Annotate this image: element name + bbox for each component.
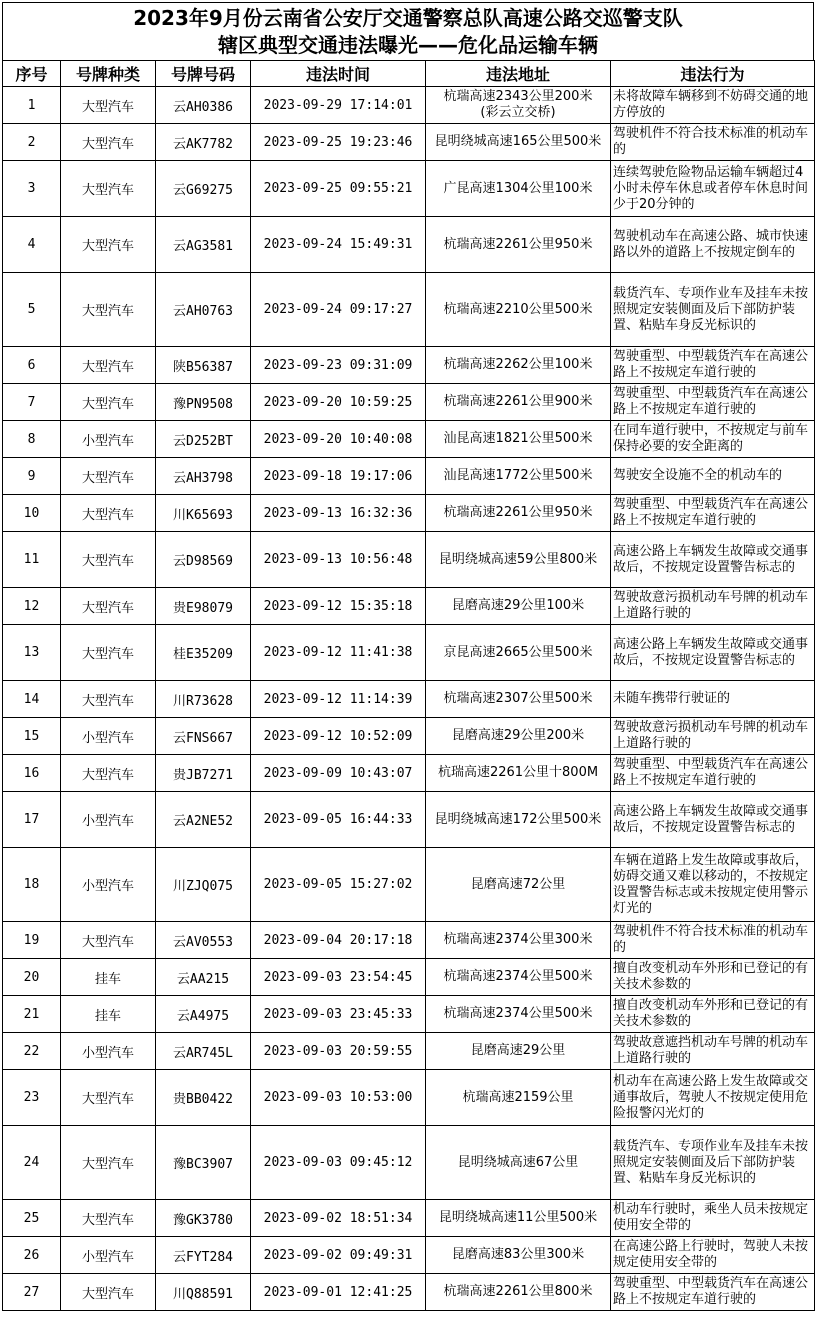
cell-violation-address: 昆磨高速29公里 xyxy=(426,1033,611,1070)
cell-index: 27 xyxy=(3,1274,61,1311)
cell-violation-time: 2023-09-13 10:56:48 xyxy=(251,532,426,588)
cell-violation-address: 杭瑞高速2261公里800米 xyxy=(426,1274,611,1311)
cell-violation-behavior: 驾驶故意污损机动车号牌的机动车上道路行驶的 xyxy=(611,588,815,625)
cell-plate-number: 云AH3798 xyxy=(156,458,251,495)
cell-violation-behavior: 擅自改变机动车外形和已登记的有关技术参数的 xyxy=(611,996,815,1033)
cell-violation-address: 昆明绕城高速165公里500米 xyxy=(426,124,611,161)
cell-violation-time: 2023-09-12 10:52:09 xyxy=(251,718,426,755)
cell-violation-time: 2023-09-03 23:54:45 xyxy=(251,959,426,996)
cell-violation-address: 昆磨高速29公里200米 xyxy=(426,718,611,755)
cell-plate-type: 大型汽车 xyxy=(61,124,156,161)
table-row xyxy=(3,1274,815,1311)
table-row xyxy=(3,959,815,996)
cell-violation-address: 杭瑞高速2374公里300米 xyxy=(426,922,611,959)
table-row xyxy=(3,384,815,421)
cell-plate-type: 挂车 xyxy=(61,996,156,1033)
cell-index: 4 xyxy=(3,217,61,273)
cell-violation-address: 昆明绕城高速11公里500米 xyxy=(426,1200,611,1237)
cell-violation-behavior: 驾驶机动车在高速公路、城市快速路以外的道路上不按规定倒车的 xyxy=(611,217,815,273)
cell-violation-address: 杭瑞高速2261公里950米 xyxy=(426,217,611,273)
cell-index: 12 xyxy=(3,588,61,625)
cell-violation-address: 杭瑞高速2307公里500米 xyxy=(426,681,611,718)
cell-plate-number: 云A4975 xyxy=(156,996,251,1033)
cell-index: 24 xyxy=(3,1126,61,1200)
cell-violation-behavior: 机动车在高速公路上发生故障或交通事故后，驾驶人不按规定使用危险报警闪光灯的 xyxy=(611,1070,815,1126)
title-line-2: 辖区典型交通违法曝光——危化品运输车辆 xyxy=(218,32,598,57)
cell-violation-address: 京昆高速2665公里500米 xyxy=(426,625,611,681)
cell-violation-time: 2023-09-02 18:51:34 xyxy=(251,1200,426,1237)
table-row xyxy=(3,458,815,495)
cell-violation-behavior: 在同车道行驶中，不按规定与前车保持必要的安全距离的 xyxy=(611,421,815,458)
cell-violation-behavior: 驾驶机件不符合技术标准的机动车的 xyxy=(611,922,815,959)
table-row xyxy=(3,1033,815,1070)
cell-index: 22 xyxy=(3,1033,61,1070)
cell-index: 13 xyxy=(3,625,61,681)
table-row xyxy=(3,347,815,384)
header-plate-number: 号牌号码 xyxy=(156,61,251,87)
cell-violation-time: 2023-09-12 11:14:39 xyxy=(251,681,426,718)
cell-plate-number: 云D98569 xyxy=(156,532,251,588)
cell-violation-behavior: 载货汽车、专项作业车及挂车未按照规定安装侧面及后下部防护装置、粘贴车身反光标识的 xyxy=(611,1126,815,1200)
cell-violation-behavior: 未将故障车辆移到不妨碍交通的地方停放的 xyxy=(611,87,815,124)
cell-violation-time: 2023-09-05 16:44:33 xyxy=(251,792,426,848)
cell-plate-number: 桂E35209 xyxy=(156,625,251,681)
cell-violation-time: 2023-09-03 23:45:33 xyxy=(251,996,426,1033)
cell-index: 2 xyxy=(3,124,61,161)
table-row xyxy=(3,681,815,718)
header-plate-type: 号牌种类 xyxy=(61,61,156,87)
cell-index: 16 xyxy=(3,755,61,792)
cell-violation-time: 2023-09-25 19:23:46 xyxy=(251,124,426,161)
cell-violation-behavior: 驾驶安全设施不全的机动车的 xyxy=(611,458,815,495)
cell-plate-type: 小型汽车 xyxy=(61,848,156,922)
cell-violation-address: 杭瑞高速2261公里950米 xyxy=(426,495,611,532)
cell-plate-type: 大型汽车 xyxy=(61,755,156,792)
cell-violation-behavior: 擅自改变机动车外形和已登记的有关技术参数的 xyxy=(611,959,815,996)
cell-plate-number: 豫BC3907 xyxy=(156,1126,251,1200)
cell-violation-address: 昆明绕城高速67公里 xyxy=(426,1126,611,1200)
cell-violation-behavior: 未随车携带行驶证的 xyxy=(611,681,815,718)
cell-violation-behavior: 驾驶故意遮挡机动车号牌的机动车上道路行驶的 xyxy=(611,1033,815,1070)
cell-plate-type: 大型汽车 xyxy=(61,1070,156,1126)
cell-violation-address: 杭瑞高速2262公里100米 xyxy=(426,347,611,384)
table-row xyxy=(3,996,815,1033)
cell-plate-type: 小型汽车 xyxy=(61,421,156,458)
cell-index: 1 xyxy=(3,87,61,124)
cell-violation-time: 2023-09-20 10:40:08 xyxy=(251,421,426,458)
cell-violation-behavior: 驾驶机件不符合技术标准的机动车的 xyxy=(611,124,815,161)
cell-index: 10 xyxy=(3,495,61,532)
cell-index: 15 xyxy=(3,718,61,755)
cell-index: 3 xyxy=(3,161,61,217)
cell-plate-type: 大型汽车 xyxy=(61,588,156,625)
cell-plate-type: 小型汽车 xyxy=(61,1033,156,1070)
cell-violation-behavior: 驾驶重型、中型载货汽车在高速公路上不按规定车道行驶的 xyxy=(611,384,815,421)
cell-violation-address: 杭瑞高速2159公里 xyxy=(426,1070,611,1126)
table-row xyxy=(3,273,815,347)
cell-plate-type: 大型汽车 xyxy=(61,273,156,347)
cell-plate-number: 云AH0763 xyxy=(156,273,251,347)
cell-violation-time: 2023-09-04 20:17:18 xyxy=(251,922,426,959)
table-body xyxy=(3,87,815,1311)
cell-violation-time: 2023-09-20 10:59:25 xyxy=(251,384,426,421)
cell-index: 23 xyxy=(3,1070,61,1126)
cell-violation-behavior: 载货汽车、专项作业车及挂车未按照规定安装侧面及后下部防护装置、粘贴车身反光标识的 xyxy=(611,273,815,347)
cell-plate-number: 豫GK3780 xyxy=(156,1200,251,1237)
cell-violation-time: 2023-09-12 15:35:18 xyxy=(251,588,426,625)
cell-violation-behavior: 驾驶重型、中型载货汽车在高速公路上不按规定车道行驶的 xyxy=(611,755,815,792)
cell-plate-number: 豫PN9508 xyxy=(156,384,251,421)
table-row xyxy=(3,87,815,124)
cell-violation-time: 2023-09-12 11:41:38 xyxy=(251,625,426,681)
cell-plate-number: 贵BB0422 xyxy=(156,1070,251,1126)
cell-index: 6 xyxy=(3,347,61,384)
cell-violation-behavior: 高速公路上车辆发生故障或交通事故后，不按规定设置警告标志的 xyxy=(611,792,815,848)
cell-plate-type: 大型汽车 xyxy=(61,217,156,273)
cell-violation-behavior: 连续驾驶危险物品运输车辆超过4小时未停车休息或者停车休息时间少于20分钟的 xyxy=(611,161,815,217)
cell-plate-number: 贵JB7271 xyxy=(156,755,251,792)
table-row xyxy=(3,161,815,217)
cell-plate-type: 大型汽车 xyxy=(61,1126,156,1200)
header-index: 序号 xyxy=(3,61,61,87)
cell-index: 25 xyxy=(3,1200,61,1237)
cell-plate-type: 小型汽车 xyxy=(61,792,156,848)
cell-plate-type: 大型汽车 xyxy=(61,161,156,217)
cell-violation-behavior: 高速公路上车辆发生故障或交通事故后，不按规定设置警告标志的 xyxy=(611,625,815,681)
cell-plate-number: 云G69275 xyxy=(156,161,251,217)
cell-plate-type: 大型汽车 xyxy=(61,532,156,588)
cell-plate-number: 云D252BT xyxy=(156,421,251,458)
table-row xyxy=(3,588,815,625)
cell-index: 20 xyxy=(3,959,61,996)
table-row xyxy=(3,421,815,458)
table-header-row xyxy=(3,61,815,87)
cell-violation-time: 2023-09-05 15:27:02 xyxy=(251,848,426,922)
cell-violation-time: 2023-09-29 17:14:01 xyxy=(251,87,426,124)
cell-violation-time: 2023-09-18 19:17:06 xyxy=(251,458,426,495)
cell-violation-time: 2023-09-24 09:17:27 xyxy=(251,273,426,347)
cell-index: 7 xyxy=(3,384,61,421)
table-row xyxy=(3,1200,815,1237)
cell-index: 11 xyxy=(3,532,61,588)
table-row xyxy=(3,1237,815,1274)
cell-plate-type: 大型汽车 xyxy=(61,681,156,718)
cell-violation-address: 昆磨高速72公里 xyxy=(426,848,611,922)
cell-plate-number: 贵E98079 xyxy=(156,588,251,625)
cell-index: 18 xyxy=(3,848,61,922)
cell-plate-type: 大型汽车 xyxy=(61,922,156,959)
header-violation-behavior: 违法行为 xyxy=(611,61,815,87)
cell-violation-behavior: 驾驶重型、中型载货汽车在高速公路上不按规定车道行驶的 xyxy=(611,495,815,532)
table-row xyxy=(3,217,815,273)
cell-violation-time: 2023-09-24 15:49:31 xyxy=(251,217,426,273)
cell-plate-type: 小型汽车 xyxy=(61,718,156,755)
cell-violation-time: 2023-09-02 09:49:31 xyxy=(251,1237,426,1274)
cell-violation-address: 杭瑞高速2343公里200米 (彩云立交桥) xyxy=(426,87,611,124)
cell-plate-number: 云FYT284 xyxy=(156,1237,251,1274)
table-row xyxy=(3,922,815,959)
cell-plate-type: 小型汽车 xyxy=(61,1237,156,1274)
cell-violation-time: 2023-09-03 09:45:12 xyxy=(251,1126,426,1200)
cell-violation-time: 2023-09-09 10:43:07 xyxy=(251,755,426,792)
table-row xyxy=(3,495,815,532)
cell-violation-address: 昆磨高速29公里100米 xyxy=(426,588,611,625)
cell-plate-type: 大型汽车 xyxy=(61,384,156,421)
cell-violation-time: 2023-09-13 16:32:36 xyxy=(251,495,426,532)
table-row xyxy=(3,848,815,922)
cell-violation-time: 2023-09-01 12:41:25 xyxy=(251,1274,426,1311)
cell-violation-time: 2023-09-23 09:31:09 xyxy=(251,347,426,384)
table-row xyxy=(3,755,815,792)
document-title xyxy=(2,2,814,61)
cell-plate-number: 云AH0386 xyxy=(156,87,251,124)
cell-plate-type: 大型汽车 xyxy=(61,87,156,124)
cell-violation-address: 广昆高速1304公里100米 xyxy=(426,161,611,217)
table-row xyxy=(3,532,815,588)
table-row xyxy=(3,124,815,161)
cell-plate-number: 云AK7782 xyxy=(156,124,251,161)
cell-plate-type: 挂车 xyxy=(61,959,156,996)
table-row xyxy=(3,625,815,681)
violations-table xyxy=(2,60,815,1311)
cell-index: 19 xyxy=(3,922,61,959)
cell-violation-address: 昆明绕城高速172公里500米 xyxy=(426,792,611,848)
cell-plate-number: 川R73628 xyxy=(156,681,251,718)
cell-violation-address: 杭瑞高速2374公里500米 xyxy=(426,959,611,996)
cell-plate-number: 川ZJQ075 xyxy=(156,848,251,922)
header-violation-time: 违法时间 xyxy=(251,61,426,87)
cell-plate-type: 大型汽车 xyxy=(61,347,156,384)
cell-index: 5 xyxy=(3,273,61,347)
cell-violation-behavior: 机动车行驶时，乘坐人员未按规定使用安全带的 xyxy=(611,1200,815,1237)
cell-violation-time: 2023-09-03 10:53:00 xyxy=(251,1070,426,1126)
cell-plate-type: 大型汽车 xyxy=(61,1274,156,1311)
cell-plate-number: 云AA215 xyxy=(156,959,251,996)
cell-plate-number: 云FNS667 xyxy=(156,718,251,755)
cell-violation-address: 杭瑞高速2374公里500米 xyxy=(426,996,611,1033)
cell-violation-address: 杭瑞高速2261公里十800M xyxy=(426,755,611,792)
cell-violation-address: 昆磨高速83公里300米 xyxy=(426,1237,611,1274)
cell-violation-time: 2023-09-03 20:59:55 xyxy=(251,1033,426,1070)
cell-index: 17 xyxy=(3,792,61,848)
cell-violation-behavior: 车辆在道路上发生故障或事故后，妨碍交通又难以移动的，不按规定设置警告标志或未按规定使用警示灯光的 xyxy=(611,848,815,922)
title-line-1: 2023年9月份云南省公安厅交通警察总队高速公路交巡警支队 xyxy=(133,5,683,30)
cell-violation-time: 2023-09-25 09:55:21 xyxy=(251,161,426,217)
cell-violation-behavior: 高速公路上车辆发生故障或交通事故后，不按规定设置警告标志的 xyxy=(611,532,815,588)
cell-violation-behavior: 在高速公路上行驶时，驾驶人未按规定使用安全带的 xyxy=(611,1237,815,1274)
cell-violation-address: 汕昆高速1821公里500米 xyxy=(426,421,611,458)
cell-plate-number: 云AV0553 xyxy=(156,922,251,959)
cell-violation-address: 杭瑞高速2210公里500米 xyxy=(426,273,611,347)
cell-plate-number: 陕B56387 xyxy=(156,347,251,384)
cell-violation-address: 杭瑞高速2261公里900米 xyxy=(426,384,611,421)
cell-violation-address: 昆明绕城高速59公里800米 xyxy=(426,532,611,588)
table-row xyxy=(3,1126,815,1200)
cell-index: 9 xyxy=(3,458,61,495)
cell-plate-type: 大型汽车 xyxy=(61,495,156,532)
cell-violation-behavior: 驾驶故意污损机动车号牌的机动车上道路行驶的 xyxy=(611,718,815,755)
table-row xyxy=(3,792,815,848)
table-row xyxy=(3,1070,815,1126)
cell-index: 21 xyxy=(3,996,61,1033)
cell-plate-number: 川Q88591 xyxy=(156,1274,251,1311)
cell-plate-type: 大型汽车 xyxy=(61,1200,156,1237)
cell-violation-behavior: 驾驶重型、中型载货汽车在高速公路上不按规定车道行驶的 xyxy=(611,347,815,384)
cell-index: 14 xyxy=(3,681,61,718)
cell-plate-number: 云AG3581 xyxy=(156,217,251,273)
cell-violation-behavior: 驾驶重型、中型载货汽车在高速公路上不按规定车道行驶的 xyxy=(611,1274,815,1311)
table-row xyxy=(3,718,815,755)
cell-plate-type: 大型汽车 xyxy=(61,458,156,495)
cell-index: 8 xyxy=(3,421,61,458)
cell-plate-type: 大型汽车 xyxy=(61,625,156,681)
cell-index: 26 xyxy=(3,1237,61,1274)
header-violation-address: 违法地址 xyxy=(426,61,611,87)
cell-plate-number: 云A2NE52 xyxy=(156,792,251,848)
cell-violation-address: 汕昆高速1772公里500米 xyxy=(426,458,611,495)
cell-plate-number: 云AR745L xyxy=(156,1033,251,1070)
cell-plate-number: 川K65693 xyxy=(156,495,251,532)
